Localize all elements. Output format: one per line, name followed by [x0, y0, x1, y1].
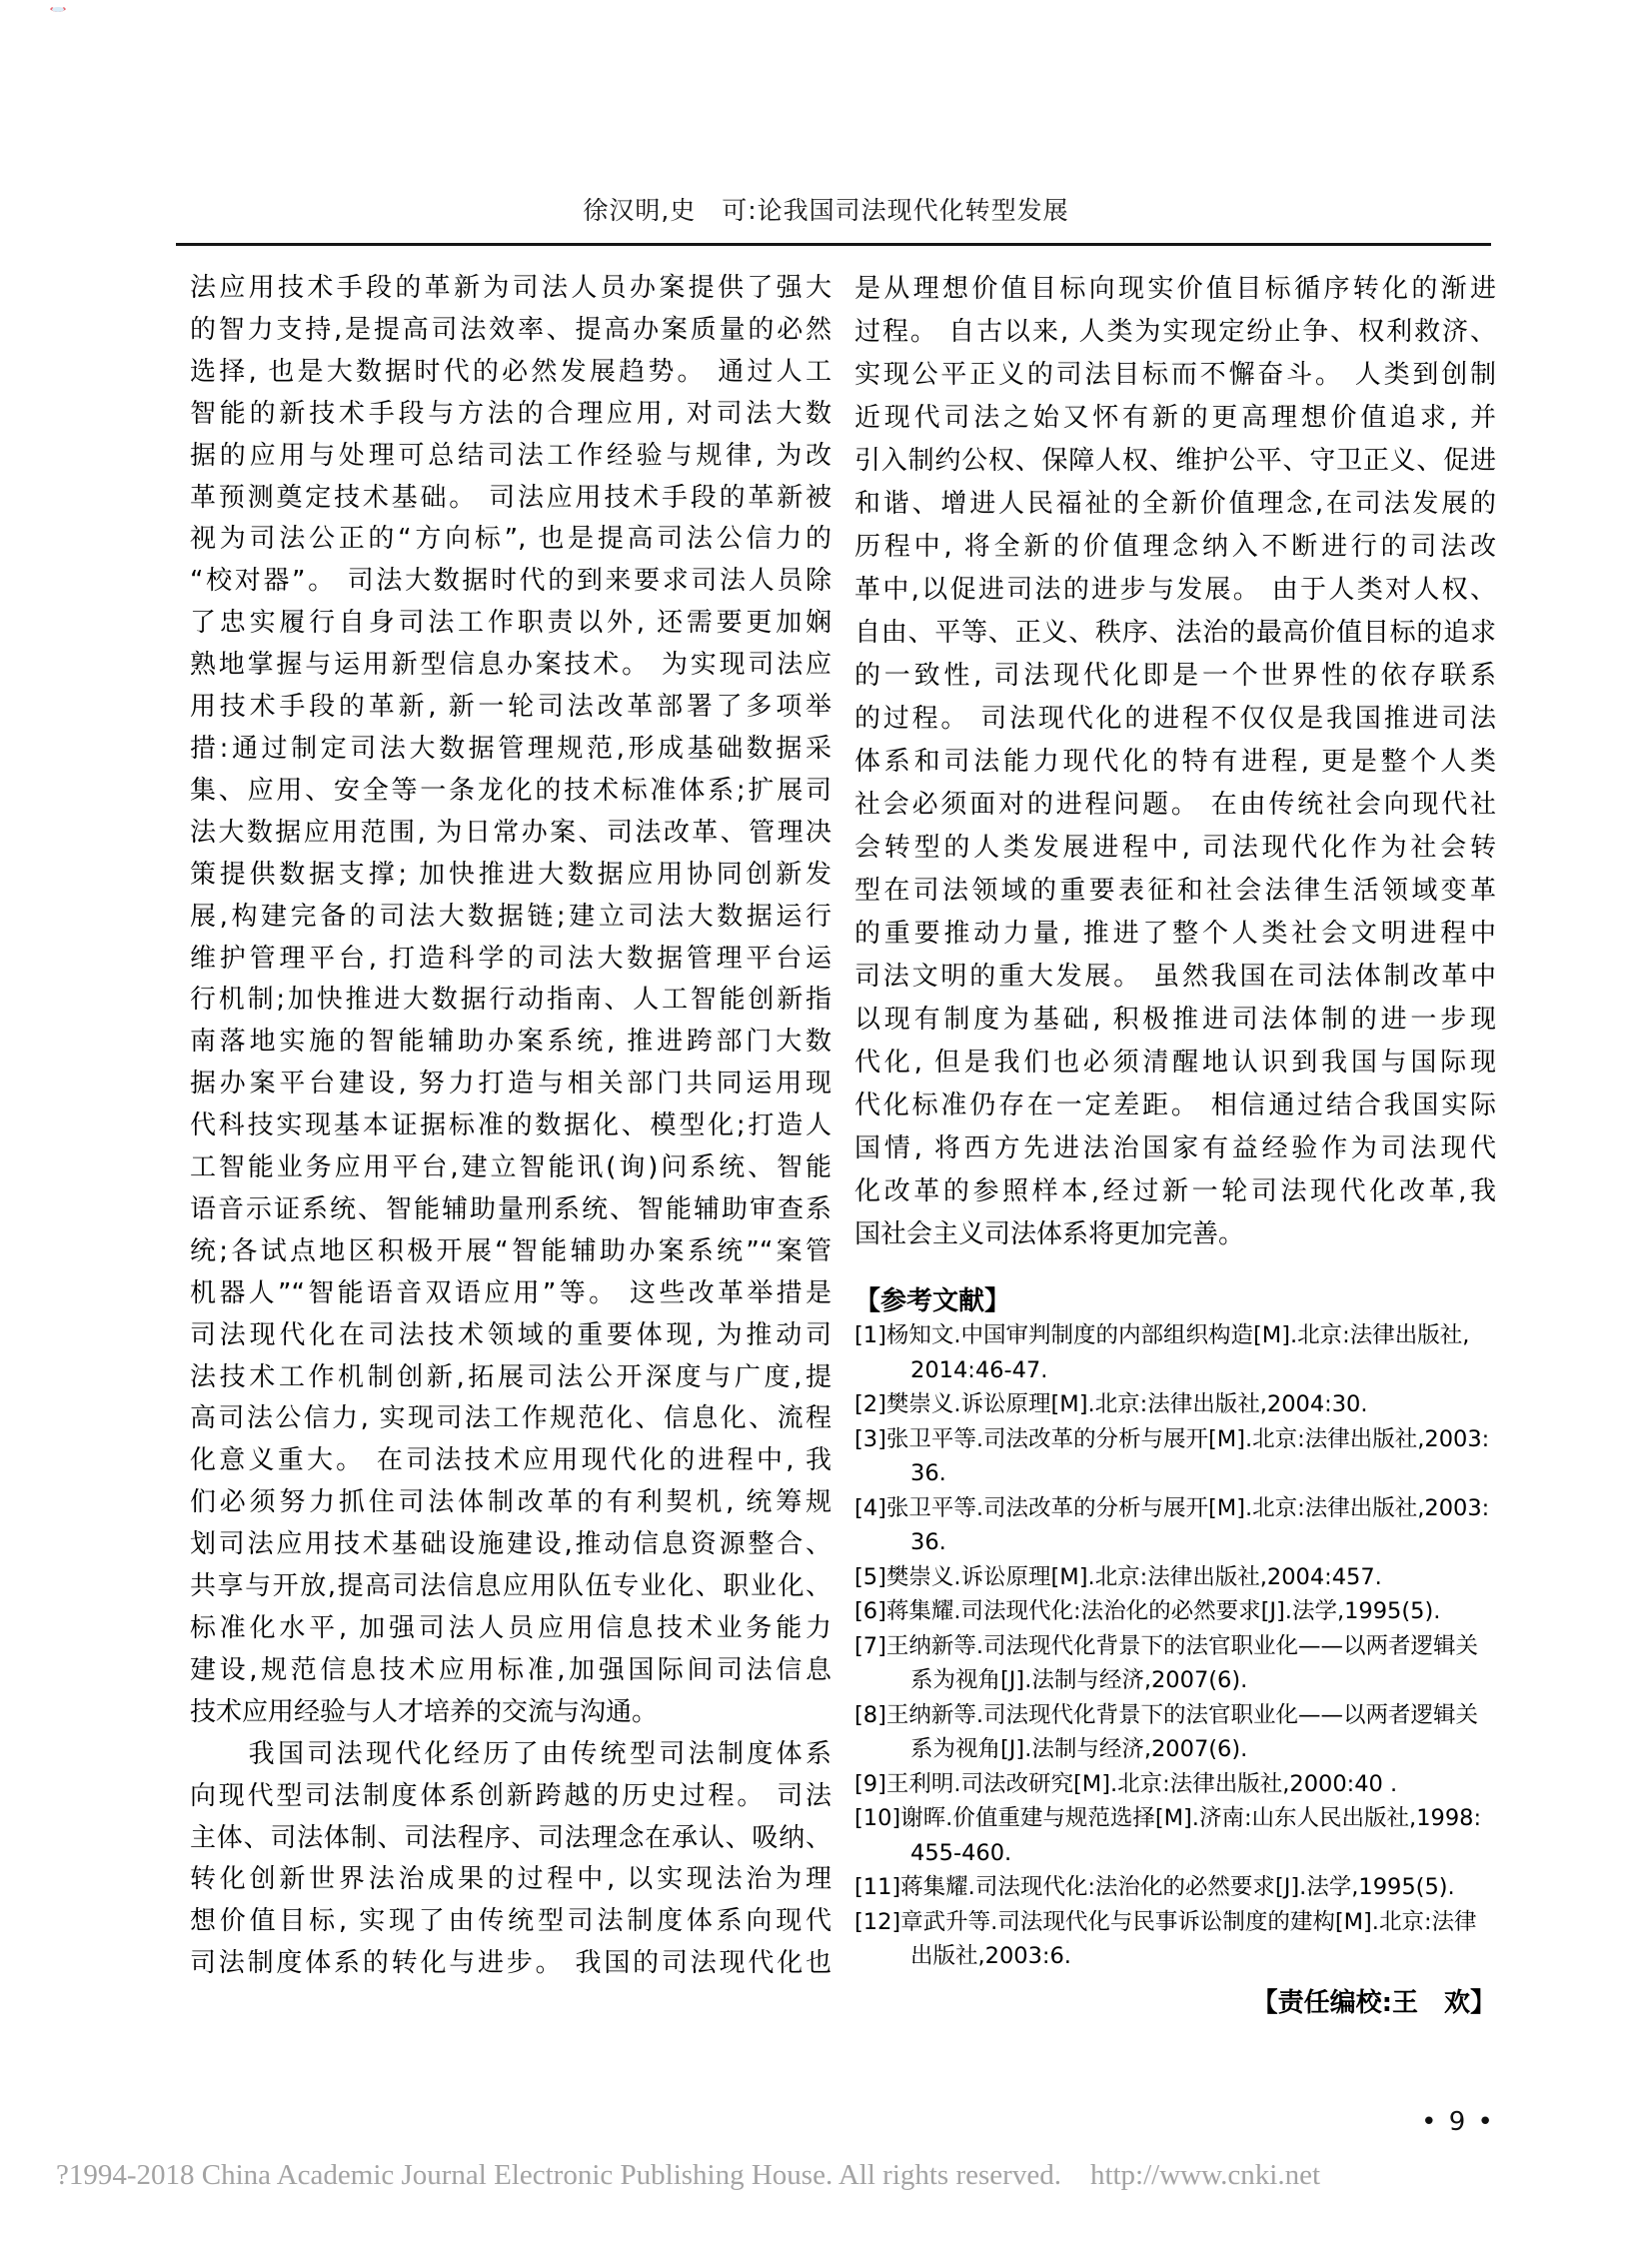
- body-text-line: 选择, 也是大数据时代的必然发展趋势。 通过人工: [190, 356, 831, 387]
- body-text-line: “校对器”。 司法大数据时代的到来要求司法人员除: [190, 566, 831, 597]
- body-text-line: 主体、司法体制、司法程序、司法理念在承认、吸纳、: [190, 1822, 831, 1853]
- reference-line: [1]杨知文.中国审判制度的内部组织构造[M].北京:法律出版社,: [854, 1322, 1470, 1348]
- reference-line: [4]张卫平等.司法改革的分析与展开[M].北京:法律出版社,2003:: [854, 1494, 1490, 1521]
- body-text-line: 司法文明的重大发展。 虽然我国在司法体制改革中: [854, 962, 1496, 992]
- reference-line: [6]蒋集耀.司法现代化:法治化的必然要求[J].法学,1995(5).: [854, 1598, 1441, 1624]
- body-text-line: 的智力支持,是提高司法效率、提高办案质量的必然: [190, 314, 831, 345]
- reference-line: [12]章武升等.司法现代化与民事诉讼制度的建构[M].北京:法律: [854, 1908, 1477, 1935]
- reference-line: 455-460.: [910, 1839, 1012, 1866]
- body-text-line: 据办案平台建设, 努力打造与相关部门共同运用现: [190, 1069, 831, 1100]
- references-list: [854, 1318, 1496, 1974]
- body-text-line: 司法制度体系的转化与进步。 我国的司法现代化也: [190, 1948, 831, 1979]
- body-text-line: 措:通过制定司法大数据管理规范,形成基础数据采: [190, 733, 831, 764]
- body-text-line: 维护管理平台, 打造科学的司法大数据管理平台运: [190, 943, 831, 974]
- reference-line: 2014:46-47.: [910, 1356, 1048, 1383]
- body-text-line: 引入制约公权、保障人权、维护公平、守卫正义、促进: [854, 446, 1496, 476]
- reference-line: 36.: [910, 1460, 946, 1486]
- editor-note: 【责任编校:王 欢】: [1251, 1987, 1496, 2018]
- reference-line: 出版社,2003:6.: [910, 1943, 1071, 1969]
- reference-line: [11]蒋集耀.司法现代化:法治化的必然要求[J].法学,1995(5).: [854, 1874, 1455, 1900]
- body-text-line: 想价值目标, 实现了由传统型司法制度体系向现代: [190, 1906, 831, 1937]
- body-text-line: 是从理想价值目标向现实价值目标循序转化的渐进: [854, 274, 1496, 304]
- body-text-line: 过程。 自古以来, 人类为实现定纷止争、权利救济、: [854, 317, 1496, 347]
- body-text-line: 型在司法领域的重要表征和社会法律生活领域变革: [854, 876, 1496, 906]
- right-text-column: [854, 268, 1496, 2020]
- body-text-line: 语音示证系统、智能辅助量刑系统、智能辅助审查系: [190, 1193, 831, 1224]
- body-text-line: 技术应用经验与人才培养的交流与沟通。: [190, 1696, 659, 1727]
- body-text-line: 据的应用与处理可总结司法工作经验与规律, 为改: [190, 440, 831, 471]
- body-text-line: 建设,规范信息技术应用标准,加强国际间司法信息: [190, 1654, 831, 1685]
- reference-line: [8]王纳新等.司法现代化背景下的法官职业化——以两者逻辑关: [854, 1701, 1479, 1728]
- body-text-line: 司法现代化在司法技术领域的重要体现, 为推动司: [190, 1319, 831, 1350]
- body-text-line: 转化创新世界法治成果的过程中, 以实现法治为理: [190, 1864, 831, 1895]
- body-text-line: 自由、平等、正义、秩序、法治的最高价值目标的追求: [854, 618, 1496, 648]
- body-text-line: 体系和司法能力现代化的特有进程, 更是整个人类: [854, 747, 1496, 777]
- body-text-line: 的一致性, 司法现代化即是一个世界性的依存联系: [854, 661, 1496, 691]
- reference-line: [9]王利明.司法改研究[M].北京:法律出版社,2000:40 .: [854, 1770, 1398, 1797]
- body-text-line: 国社会主义司法体系将更加完善。: [854, 1219, 1245, 1249]
- body-text-line: 法技术工作机制创新,拓展司法公开深度与广度,提: [190, 1361, 831, 1392]
- references-heading: 【参考文献】: [854, 1286, 1011, 1316]
- body-text-line: 社会必须面对的进程问题。 在由传统社会向现代社: [854, 790, 1496, 820]
- reference-line: 系为视角[J].法制与经济,2007(6).: [910, 1736, 1248, 1762]
- left-text-column: [190, 268, 831, 1985]
- reference-line: [7]王纳新等.司法现代化背景下的法官职业化——以两者逻辑关: [854, 1632, 1479, 1659]
- running-header-title: 徐汉明,史 可:论我国司法现代化转型发展: [583, 196, 1069, 225]
- blue-smudge-artifact: [52, 7, 64, 12]
- body-text-line: 代化, 但是我们也必须清醒地认识到我国与国际现: [854, 1048, 1496, 1078]
- reference-line: [3]张卫平等.司法改革的分析与展开[M].北京:法律出版社,2003:: [854, 1425, 1490, 1452]
- body-text-line: 高司法公信力, 实现司法工作规范化、信息化、流程: [190, 1403, 831, 1434]
- body-text-line: 智能的新技术手段与方法的合理应用, 对司法大数: [190, 398, 831, 429]
- body-text-line: 法应用技术手段的革新为司法人员办案提供了强大: [190, 273, 831, 303]
- body-text-line: 化意义重大。 在司法技术应用现代化的进程中, 我: [190, 1445, 831, 1476]
- body-text-line: 了忠实履行自身司法工作职责以外, 还需要更加娴: [190, 608, 831, 639]
- body-text-line: 们必须努力抓住司法体制改革的有利契机, 统筹规: [190, 1487, 831, 1518]
- body-text-line: 熟地掌握与运用新型信息办案技术。 为实现司法应: [190, 650, 831, 681]
- body-text-line: 向现代型司法制度体系创新跨越的历史过程。 司法: [190, 1780, 831, 1811]
- body-text-line: 法大数据应用范围, 为日常办案、司法改革、管理决: [190, 817, 831, 848]
- body-text-line: 机器人”“智能语音双语应用”等。 这些改革举措是: [190, 1277, 831, 1308]
- body-text-line: 行机制;加快推进大数据行动指南、人工智能创新指: [190, 985, 831, 1016]
- body-text-line: 视为司法公正的“方向标”, 也是提高司法公信力的: [190, 524, 831, 555]
- body-text-line: 化改革的参照样本,经过新一轮司法现代化改革,我: [854, 1176, 1496, 1206]
- body-text-line: 的重要推动力量, 推进了整个人类社会文明进程中: [854, 919, 1496, 949]
- body-text-line: 划司法应用技术基础设施建设,推动信息资源整合、: [190, 1529, 831, 1560]
- body-text-line: 南落地实施的智能辅助办案系统, 推进跨部门大数: [190, 1027, 831, 1058]
- body-text-line: 工智能业务应用平台,建立智能讯(询)问系统、智能: [190, 1152, 831, 1183]
- body-text-line: 和谐、增进人民福祉的全新价值理念,在司法发展的: [854, 489, 1496, 519]
- body-text-line: 标准化水平, 加强司法人员应用信息技术业务能力: [190, 1613, 831, 1643]
- body-text-line: 会转型的人类发展进程中, 司法现代化作为社会转: [854, 833, 1496, 863]
- reference-line: [5]樊崇义.诉讼原理[M].北京:法律出版社,2004:457.: [854, 1563, 1382, 1590]
- reference-line: 系为视角[J].法制与经济,2007(6).: [910, 1667, 1248, 1693]
- footer-copyright: ?1994-2018 China Academic Journal Electronic Publishing House. All rights reserved. http://www.cnki.net: [56, 2159, 1321, 2191]
- page-number: • 9 •: [1421, 2107, 1495, 2137]
- body-text-line: 用技术手段的革新, 新一轮司法改革部署了多项举: [190, 692, 831, 723]
- body-text-line: 集、应用、安全等一条龙化的技术标准体系;扩展司: [190, 775, 831, 806]
- body-text-line: 历程中, 将全新的价值理念纳入不断进行的司法改: [854, 532, 1496, 562]
- body-text-line: 代科技实现基本证据标准的数据化、模型化;打造人: [190, 1111, 831, 1141]
- body-text-line: 以现有制度为基础, 积极推进司法体制的进一步现: [854, 1005, 1496, 1035]
- body-text-line: 的过程。 司法现代化的进程不仅仅是我国推进司法: [854, 704, 1496, 734]
- reference-line: [2]樊崇义.诉讼原理[M].北京:法律出版社,2004:30.: [854, 1391, 1368, 1417]
- body-text-line: 展,构建完备的司法大数据链;建立司法大数据运行: [190, 901, 831, 932]
- body-text-line: 革中,以促进司法的进步与发展。 由于人类对人权、: [854, 575, 1496, 605]
- reference-line: [10]谢晖.价值重建与规范选择[M].济南:山东人民出版社,1998:: [854, 1805, 1482, 1831]
- header-rule-divider: [176, 243, 1491, 246]
- body-text-line: 代化标准仍存在一定差距。 相信通过结合我国实际: [854, 1091, 1496, 1121]
- body-text-line: 统;各试点地区积极开展“智能辅助办案系统”“案管: [190, 1235, 831, 1266]
- reference-line: 36.: [910, 1529, 946, 1555]
- body-text-line: 近现代司法之始又怀有新的更高理想价值追求, 并: [854, 403, 1496, 433]
- body-text-line: 我国司法现代化经历了由传统型司法制度体系: [190, 1738, 831, 1769]
- body-text-line: 策提供数据支撑; 加快推进大数据应用协同创新发: [190, 859, 831, 890]
- right-body-text: [854, 268, 1496, 1256]
- body-text-line: 国情, 将西方先进法治国家有益经验作为司法现代: [854, 1133, 1496, 1163]
- body-text-line: 共享与开放,提高司法信息应用队伍专业化、职业化、: [190, 1571, 831, 1602]
- body-text-line: 实现公平正义的司法目标而不懈奋斗。 人类到创制: [854, 360, 1496, 390]
- body-text-line: 革预测奠定技术基础。 司法应用技术手段的革新被: [190, 482, 831, 513]
